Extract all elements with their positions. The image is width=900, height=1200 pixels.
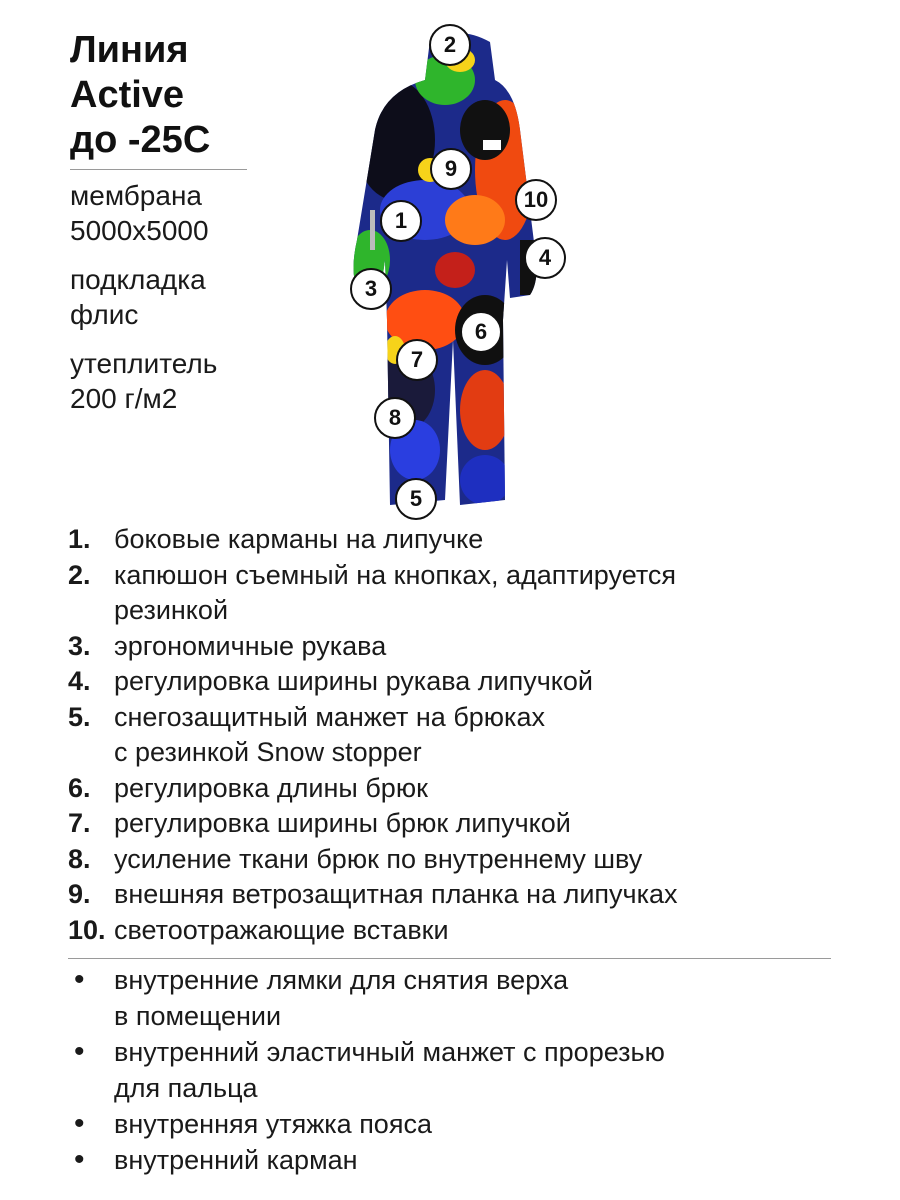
feature-text: боковые карманы на липучке <box>114 524 484 554</box>
feature-text: эргономичные рукава <box>114 630 387 661</box>
heading-line-3: до -25С <box>70 119 211 161</box>
feature-text: светоотражающие вставки <box>114 914 449 945</box>
spec-membrane <box>70 178 209 248</box>
product-line-heading <box>70 28 210 163</box>
spec-value: флис <box>70 299 139 330</box>
extras-item <box>68 1034 858 1106</box>
marker-5: 5 <box>395 478 437 520</box>
feature-text: внешняя ветрозащитная планка на липучках <box>114 879 678 909</box>
feature-number: 5. <box>68 701 91 732</box>
bullet: • <box>74 1035 85 1068</box>
spec-label: мембрана <box>70 180 202 211</box>
extras-text: внутренний карман <box>114 1145 358 1175</box>
feature-list <box>68 522 858 948</box>
feature-item <box>68 700 858 771</box>
marker-2: 2 <box>429 24 471 66</box>
spec-label: утеплитель <box>70 348 218 379</box>
feature-text: снегозащитный манжет на брюках <box>114 701 545 732</box>
extras-text: внутренняя утяжка пояса <box>114 1109 432 1139</box>
feature-item <box>68 806 858 842</box>
spec-insulation <box>70 346 217 416</box>
feature-item <box>68 629 858 665</box>
feature-number: 9. <box>68 879 91 909</box>
bullet: • <box>74 1143 85 1176</box>
marker-6: 6 <box>460 311 502 353</box>
feature-item <box>68 664 858 700</box>
extras-item <box>68 962 858 1034</box>
feature-item <box>68 842 858 878</box>
feature-item <box>68 771 858 807</box>
list-divider <box>68 958 831 959</box>
extras-text: внутренний эластичный манжет с прорезью <box>114 1037 665 1067</box>
feature-item <box>68 877 858 913</box>
feature-text-cont: резинкой <box>114 595 229 625</box>
marker-9: 9 <box>430 148 472 190</box>
extras-list <box>68 962 858 1178</box>
feature-text: капюшон съемный на кнопках, адаптируется <box>114 559 677 590</box>
feature-text: регулировка длины брюк <box>114 772 428 803</box>
bullet: • <box>74 1107 85 1140</box>
marker-8: 8 <box>374 397 416 439</box>
feature-item <box>68 522 858 558</box>
spec-value: 5000x5000 <box>70 215 209 246</box>
extras-text-cont: для пальца <box>114 1073 258 1103</box>
feature-number: 10. <box>68 914 106 945</box>
feature-number: 1. <box>68 524 91 554</box>
feature-text-cont: с резинкой Snow stopper <box>114 737 422 767</box>
feature-number: 8. <box>68 843 91 874</box>
spec-lining <box>70 262 206 332</box>
heading-line-1: Линия <box>70 29 189 71</box>
heading-divider <box>70 169 247 170</box>
feature-text: усиление ткани брюк по внутреннему шву <box>114 843 643 874</box>
marker-3: 3 <box>350 268 392 310</box>
marker-4: 4 <box>524 237 566 279</box>
feature-number: 2. <box>68 559 91 590</box>
spec-label: подкладка <box>70 264 206 295</box>
extras-item <box>68 1142 858 1178</box>
spec-value: 200 г/м2 <box>70 383 178 414</box>
feature-number: 6. <box>68 772 91 803</box>
extras-text: внутренние лямки для снятия верха <box>114 965 569 995</box>
bullet: • <box>74 963 85 996</box>
extras-text-cont: в помещении <box>114 1001 282 1031</box>
feature-text: регулировка ширины рукава липучкой <box>114 666 594 696</box>
heading-line-2: Active <box>70 74 185 116</box>
feature-number: 7. <box>68 808 91 838</box>
extras-item <box>68 1106 858 1142</box>
feature-item <box>68 913 858 949</box>
feature-text: регулировка ширины брюк липучкой <box>114 808 571 838</box>
feature-number: 3. <box>68 630 91 661</box>
feature-item <box>68 558 858 629</box>
marker-1: 1 <box>380 200 422 242</box>
marker-7: 7 <box>396 339 438 381</box>
marker-10: 10 <box>515 179 557 221</box>
feature-number: 4. <box>68 666 91 696</box>
